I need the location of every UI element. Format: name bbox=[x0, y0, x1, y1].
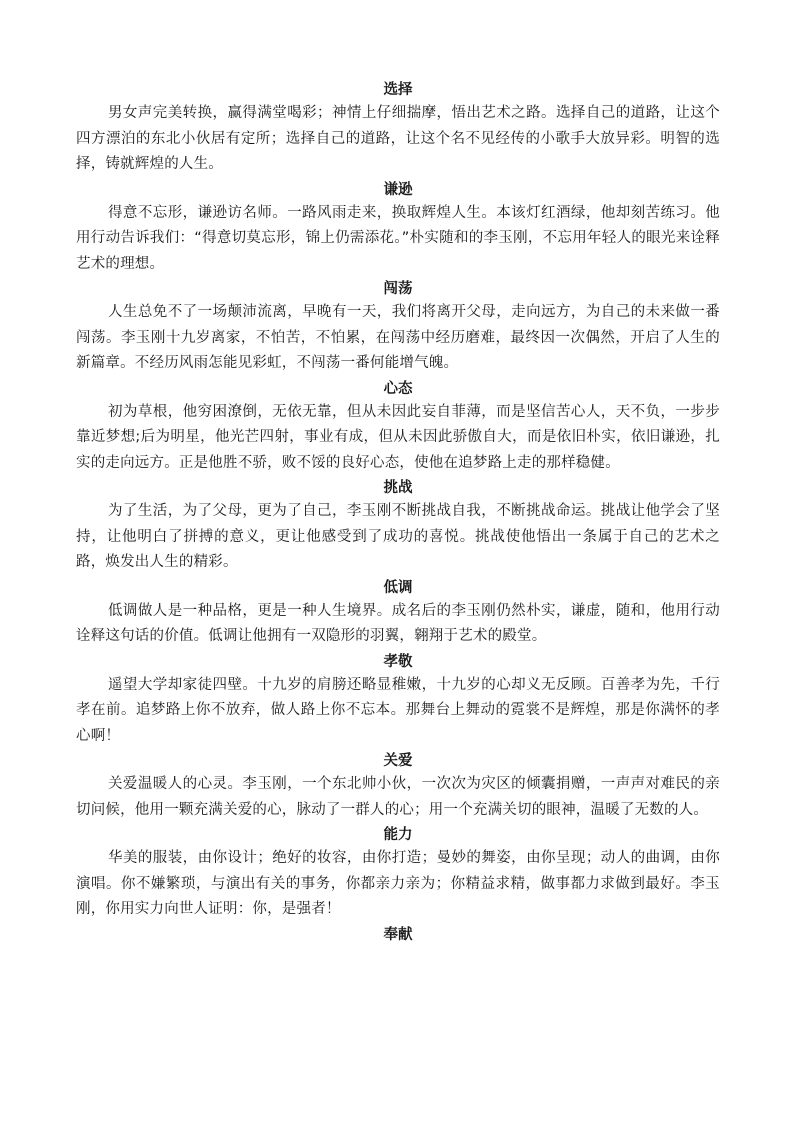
section-text-filial-piety: 遥望大学却家徒四壁。十九岁的肩膀还略显稚嫩，十九岁的心却义无反顾。百善孝为先，千行孝在前。追梦路上你不放弃，做人路上你不忘本。那舞台上舞动的霓裳不是辉煌，那是你满怀的孝心啊！ bbox=[76, 676, 720, 744]
section-text-choice: 男女声完美转换，赢得满堂喝彩；神情上仔细揣摩，悟出艺术之路。选择自己的道路，让这个四方漂泊的东北小伙居有定所；选择自己的道路，让这个名不见经传的小歌手大放异彩。明智的选择，铸就辉煌的人生。 bbox=[76, 105, 720, 172]
section-title-venture: 闯荡 bbox=[383, 281, 413, 297]
section-title-dedication: 奉献 bbox=[383, 926, 413, 943]
section-title-mindset: 心态 bbox=[383, 380, 413, 397]
section-text-low-profile: 低调做人是一种品格，更是一种人生境界。成名后的李玉刚仍然朴实，谦虚，随和，他用行动诠释这句话的价值。低调让他拥有一双隐形的羽翼，翱翔于艺术的殿堂。 bbox=[76, 602, 720, 644]
section-text-mindset: 初为草根，他穷困潦倒，无依无靠，但从未因此妄自菲薄，而是坚信苦心人，天不负，一步步靠近梦想;后为明星，他光芒四射，事业有成，但从未因此骄傲自大，而是依旧朴实，依旧谦逊，扎实的走向远方。正是他胜不骄，败不馁的良好心态，使他在追梦路上走的那样稳健。 bbox=[76, 403, 720, 471]
section-text-ability: 华美的服装，由你设计；绝好的妆容，由你打造；曼妙的舞姿，由你呈现；动人的曲调，由你演唱。你不嫌繁琐，与演出有关的事务，你都亲力亲为；你精益求精，做事都力求做到最好。李玉刚，你用实力向世人证明：你，是强者！ bbox=[76, 850, 720, 917]
section-title-ability: 能力 bbox=[383, 827, 413, 843]
section-text-venture: 人生总免不了一场颠沛流离，早晚有一天，我们将离开父母，走向远方，为自己的未来做一番闯荡。李玉刚十九岁离家，不怕苦，不怕累，在闯荡中经历磨难，最终因一次偶然，开启了人生的新篇章。不经历风雨怎能见彩虹，不闯荡一番何能增气魄。 bbox=[76, 304, 720, 371]
section-text-modesty: 得意不忘形，谦逊访名师。一路风雨走来，换取辉煌人生。本该灯红酒绿，他却刻苦练习。他用行动告诉我们：“得意切莫忘形，锦上仍需添花。”朴实随和的李玉刚，不忘用年轻人的眼光来诠释艺术的理想。 bbox=[76, 204, 720, 272]
section-title-choice: 选择 bbox=[383, 82, 413, 98]
document-page bbox=[76, 80, 720, 946]
section-title-filial-piety: 孝敬 bbox=[383, 653, 413, 670]
section-text-care: 关爱温暖人的心灵。李玉刚，一个东北帅小伙，一次次为灾区的倾囊捐赠，一声声对难民的亲切问候，他用一颗充满关爱的心，脉动了一群人的心；用一个充满关切的眼神，温暖了无数的人。 bbox=[76, 776, 720, 818]
section-title-modesty: 谦逊 bbox=[383, 181, 413, 198]
section-text-challenge: 为了生活，为了父母，更为了自己，李玉刚不断挑战自我，不断挑战命运。挑战让他学会了坚持，让他明白了拼搏的意义，更让他感受到了成功的喜悦。挑战使他悟出一条属于自己的艺术之路，焕发出人生的精彩。 bbox=[76, 503, 720, 570]
section-title-low-profile: 低调 bbox=[383, 579, 413, 596]
section-title-care: 关爱 bbox=[383, 753, 413, 769]
section-title-challenge: 挑战 bbox=[383, 480, 413, 496]
